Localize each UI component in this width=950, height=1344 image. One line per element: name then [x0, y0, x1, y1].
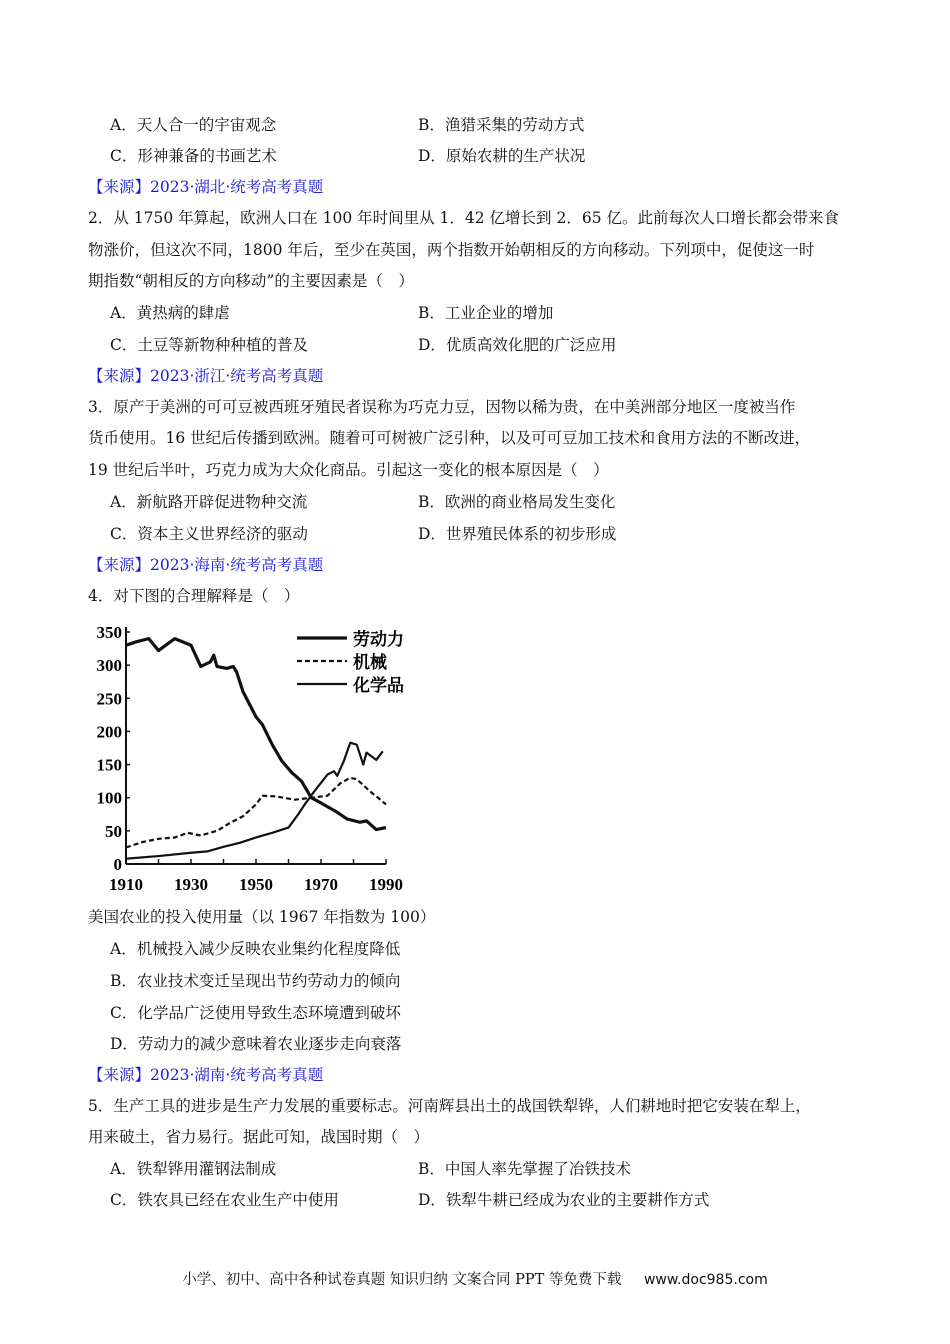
q3-source: 【来源】2023·海南·统考高考真题	[88, 556, 324, 574]
q1-option-c: C．形神兼备的书画艺术	[110, 147, 277, 165]
q4-stem: 4．对下图的合理解释是（ ）	[88, 587, 300, 605]
q3-option-b: B．欧洲的商业格局发生变化	[418, 493, 616, 511]
x-tick-label: 1990	[369, 875, 403, 894]
x-tick-label: 1970	[304, 875, 338, 894]
q3-option-c: C．资本主义世界经济的驱动	[110, 525, 308, 543]
q1-option-d: D．原始农耕的生产状况	[418, 147, 586, 165]
y-tick-label: 250	[96, 689, 122, 709]
y-tick-label: 0	[113, 855, 122, 874]
q2-option-d: D．优质高效化肥的广泛应用	[418, 336, 617, 354]
agriculture-input-chart	[85, 615, 425, 900]
q4-option-d: D．劳动力的减少意味着农业逐步走向衰落	[110, 1035, 402, 1053]
q2-option-c: C．土豆等新物种种植的普及	[110, 336, 308, 354]
q4-option-a: A．机械投入减少反映农业集约化程度降低	[110, 940, 401, 958]
q5-option-a: A．铁犁铧用灌钢法制成	[110, 1160, 277, 1178]
q2-stem-line: 期指数“朝相反的方向移动”的主要因素是（ ）	[88, 272, 414, 290]
q2-stem-line: 2．从 1750 年算起，欧洲人口在 100 年时间里从 1．42 亿增长到 2．65 亿。此前每次人口增长都会带来食	[88, 209, 839, 227]
q3-stem-line: 货币使用。16 世纪后传播到欧洲。随着可可树被广泛引种，以及可可豆加工技术和食用方法的不断改进，	[88, 429, 811, 447]
x-tick-label: 1950	[239, 875, 273, 894]
y-tick-label: 50	[105, 821, 122, 841]
q5-option-d: D．铁犁牛耕已经成为农业的主要耕作方式	[418, 1191, 710, 1209]
y-tick-label: 200	[96, 722, 122, 742]
q4-option-c: C．化学品广泛使用导致生态环境遭到破坏	[110, 1004, 401, 1022]
q4-source: 【来源】2023·湖南·统考高考真题	[88, 1066, 324, 1084]
footer-text: 小学、初中、高中各种试卷真题 知识归纳 文案合同 PPT 等免费下载	[182, 1272, 622, 1288]
legend-label: 化学品	[353, 676, 404, 696]
y-tick-label: 300	[96, 656, 122, 676]
q4-option-b: B．农业技术变迁呈现出节约劳动力的倾向	[110, 972, 401, 990]
x-tick-label: 1930	[174, 875, 208, 894]
q1-source: 【来源】2023·湖北·统考高考真题	[88, 178, 324, 196]
q3-stem-line: 19 世纪后半叶，巧克力成为大众化商品。引起这一变化的根本原因是（ ）	[88, 461, 609, 479]
y-tick-label: 100	[96, 788, 122, 808]
legend-label: 机械	[353, 653, 387, 673]
q3-option-a: A．新航路开辟促进物种交流	[110, 493, 308, 511]
q2-option-a: A．黄热病的肆虐	[110, 304, 230, 322]
q2-stem-line: 物涨价，但这次不同，1800 年后，至少在英国，两个指数开始朝相反的方向移动。下列项中，促使这一时	[88, 241, 815, 259]
series-line-3	[126, 743, 383, 859]
y-tick-label: 150	[96, 755, 122, 775]
q3-option-d: D．世界殖民体系的初步形成	[418, 525, 617, 543]
q3-stem-line: 3．原产于美洲的可可豆被西班牙殖民者误称为巧克力豆，因物以稀为贵，在中美洲部分地区一度被当作	[88, 398, 796, 416]
q1-option-b: B．渔猎采集的劳动方式	[418, 116, 585, 134]
chart-series	[126, 639, 386, 859]
x-tick-label: 1910	[109, 875, 143, 894]
q2-source: 【来源】2023·浙江·统考高考真题	[88, 367, 324, 385]
q5-option-b: B．中国人率先掌握了冶铁技术	[418, 1160, 631, 1178]
footer	[0, 1268, 950, 1289]
q5-stem-line: 5．生产工具的进步是生产力发展的重要标志。河南辉县出土的战国铁犁铧，人们耕地时把它安装在犁上，	[88, 1097, 811, 1115]
q2-option-b: B．工业企业的增加	[418, 304, 554, 322]
footer-url[interactable]: www.doc985.com	[643, 1272, 768, 1288]
q4-chart-caption: 美国农业的投入使用量（以 1967 年指数为 100）	[88, 908, 436, 926]
chart-legend	[297, 629, 404, 696]
q5-option-c: C．铁农具已经在农业生产中使用	[110, 1191, 339, 1209]
legend-label: 劳动力	[353, 630, 404, 650]
y-tick-label: 350	[96, 623, 122, 642]
q5-stem-line: 用来破土，省力易行。据此可知，战国时期（ ）	[88, 1128, 430, 1146]
series-line-1	[126, 639, 386, 830]
q1-option-a: A．天人合一的宇宙观念	[110, 116, 277, 134]
